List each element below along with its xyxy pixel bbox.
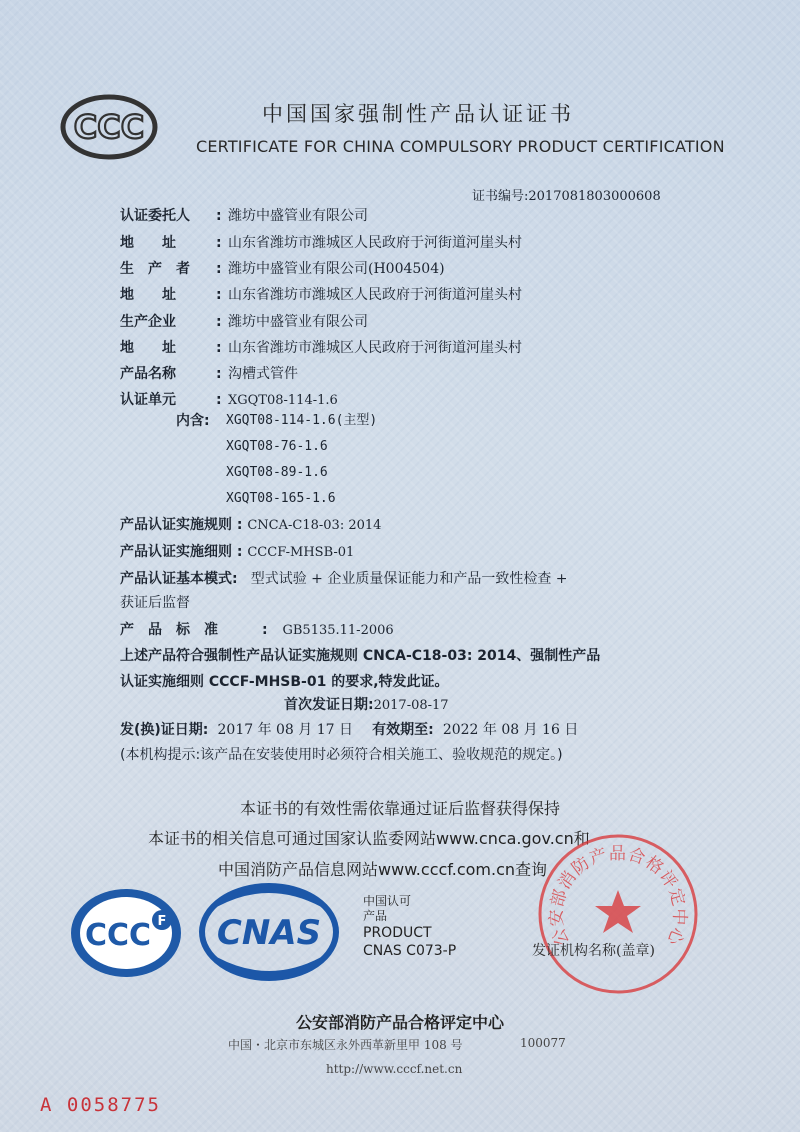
accredit-line: PRODUCT [363,925,432,941]
impl-detail: 产品认证实施细则 : CCCF-MHSB-01 [120,544,355,560]
accredit-line: CNAS C073-P [363,943,457,959]
standard-label: 产 品 标 准 [120,622,218,638]
validity-line-2-suffix: 和 [573,829,590,848]
field-label: 认证单元 [120,392,176,408]
cccf-logo-f: F [157,914,167,929]
cnca-url-link[interactable]: www.cnca.gov.cn [436,829,574,848]
first-issue-label: 首次发证日期: [284,697,374,713]
impl-detail-label: 产品认证实施细则 [120,544,232,560]
title-en: CERTIFICATE FOR CHINA COMPULSORY PRODUCT CERTIFICATION [196,137,725,156]
impl-rule: 产品认证实施规则 : CNCA-C18-03: 2014 [120,517,382,533]
field-label: 地 址 [120,235,176,251]
issue-date-row [120,718,578,741]
field-value: 潍坊中盛管业有限公司(H004504) [228,261,445,277]
cccf-logo-icon [68,886,184,980]
field-value: 潍坊中盛管业有限公司 [228,314,368,330]
issue-date-label: 发(换)证日期: [120,722,209,738]
unit-item: XGQT08-165-1.6 [226,491,336,506]
footer-website-link[interactable]: http://www.cccf.net.cn [326,1062,463,1076]
impl-rule-value: CNCA-C18-03: 2014 [247,518,382,533]
accreditation-block [363,894,456,960]
field-factory: 生产企业 : 潍坊中盛管业有限公司 [120,310,368,332]
first-issue-value: 2017-08-17 [373,698,449,713]
ccc-logo-text: CCC [73,108,145,146]
cccf-logo-text: CCC [84,918,152,953]
cert-mode-value-cont: 获证后监督 [120,595,190,611]
field-producer: 生 产 者 : 潍坊中盛管业有限公司(H004504) [120,257,445,279]
cert-mode [120,567,568,590]
field-value: XGQT08-114-1.6 [228,393,338,408]
cert-mode-value: 型式试验 + 企业质量保证能力和产品一致性检查 + [250,571,568,587]
cert-number [472,185,661,204]
statement-line-1: 上述产品符合强制性产品认证实施规则 CNCA-C18-03: 2014、强制性产品 [120,648,601,664]
footer-issuer: 公安部消防产品合格评定中心 [295,1013,504,1032]
field-label: 地 址 [120,287,176,303]
field-value: 沟槽式管件 [228,366,298,382]
footer-address: 中国・北京市东城区永外西革新里甲 108 号 [228,1038,463,1052]
validity-line-1: 本证书的有效性需依靠通过证后监督获得保持 [239,799,560,818]
field-value: 山东省潍坊市潍城区人民政府于河街道河崖头村 [228,287,522,303]
field-value: 山东省潍坊市潍城区人民政府于河街道河崖头村 [228,235,522,251]
valid-until-label: 有效期至: [372,722,434,738]
accredit-line: 中国认可 [363,894,412,908]
institution-notice: (本机构提示:该产品在安装使用时必须符合相关施工、验收规范的规定。) [120,747,563,763]
cnas-logo-text: CNAS [216,913,322,953]
unit-contents-label: 内含: [176,413,210,429]
cert-number-label: 证书编号: [472,189,529,204]
footer-postcode: 100077 [520,1036,566,1050]
validity-line-3 [218,857,547,880]
field-product-name: 产品名称 : 沟槽式管件 [120,362,298,384]
seal-star-icon [595,890,641,933]
standard-value: GB5135.11-2006 [282,623,394,638]
validity-line-3-prefix: 中国消防产品信息网站 [218,860,379,879]
field-label: 生 产 者 [120,261,190,277]
field-label: 认证委托人 [120,208,190,224]
unit-item: XGQT08-76-1.6 [226,439,328,454]
field-value: 山东省潍坊市潍城区人民政府于河街道河崖头村 [228,340,522,356]
field-producer-address: 地 址 : 山东省潍坊市潍城区人民政府于河街道河崖头村 [120,283,522,305]
seal-ring-text: 公安部消防产品合格评定中心 [546,843,690,949]
impl-rule-label: 产品认证实施规则 [120,517,232,533]
valid-until-value: 2022 年 08 月 16 日 [442,722,579,738]
validity-line-2 [148,826,590,849]
cert-number-value: 2017081803000608 [528,189,661,204]
unit-item: XGQT08-114-1.6(主型) [226,413,378,428]
cnas-logo-icon [198,882,340,982]
field-entrustor-address: 地 址 : 山东省潍坊市潍城区人民政府于河街道河崖头村 [120,231,522,253]
first-issue-date [284,693,449,717]
field-label: 产品名称 [120,366,176,382]
field-label: 生产企业 [120,314,176,330]
validity-line-3-suffix: 查询 [515,860,548,879]
field-entrustor: 认证委托人 : 潍坊中盛管业有限公司 [120,204,368,226]
product-standard: 产 品 标 准 : GB5135.11-2006 [120,618,394,642]
unit-item: XGQT08-89-1.6 [226,465,328,480]
field-cert-unit: 认证单元 : XGQT08-114-1.6 [120,388,338,410]
cert-mode-label: 产品认证基本模式: [120,571,238,587]
title-cn: 中国国家强制性产品认证证书 [262,102,574,126]
statement-line-2: 认证实施细则 CCCF-MHSB-01 的要求,特发此证。 [120,674,449,690]
validity-line-2-prefix: 本证书的相关信息可通过国家认监委网站 [148,829,437,848]
accredit-line: 产品 [363,909,388,923]
issue-date-value: 2017 年 08 月 17 日 [217,722,354,738]
serial-number: A 0058775 [40,1094,161,1116]
issuer-seal-label: 发证机构名称(盖章) [532,943,655,959]
field-factory-address: 地 址 : 山东省潍坊市潍城区人民政府于河街道河崖头村 [120,336,522,358]
cccf-url-link[interactable]: www.cccf.com.cn [378,860,516,879]
field-value: 潍坊中盛管业有限公司 [228,208,368,224]
field-label: 地 址 [120,340,176,356]
official-seal [536,832,700,996]
impl-detail-value: CCCF-MHSB-01 [247,545,355,560]
ccc-logo-icon [60,94,158,160]
